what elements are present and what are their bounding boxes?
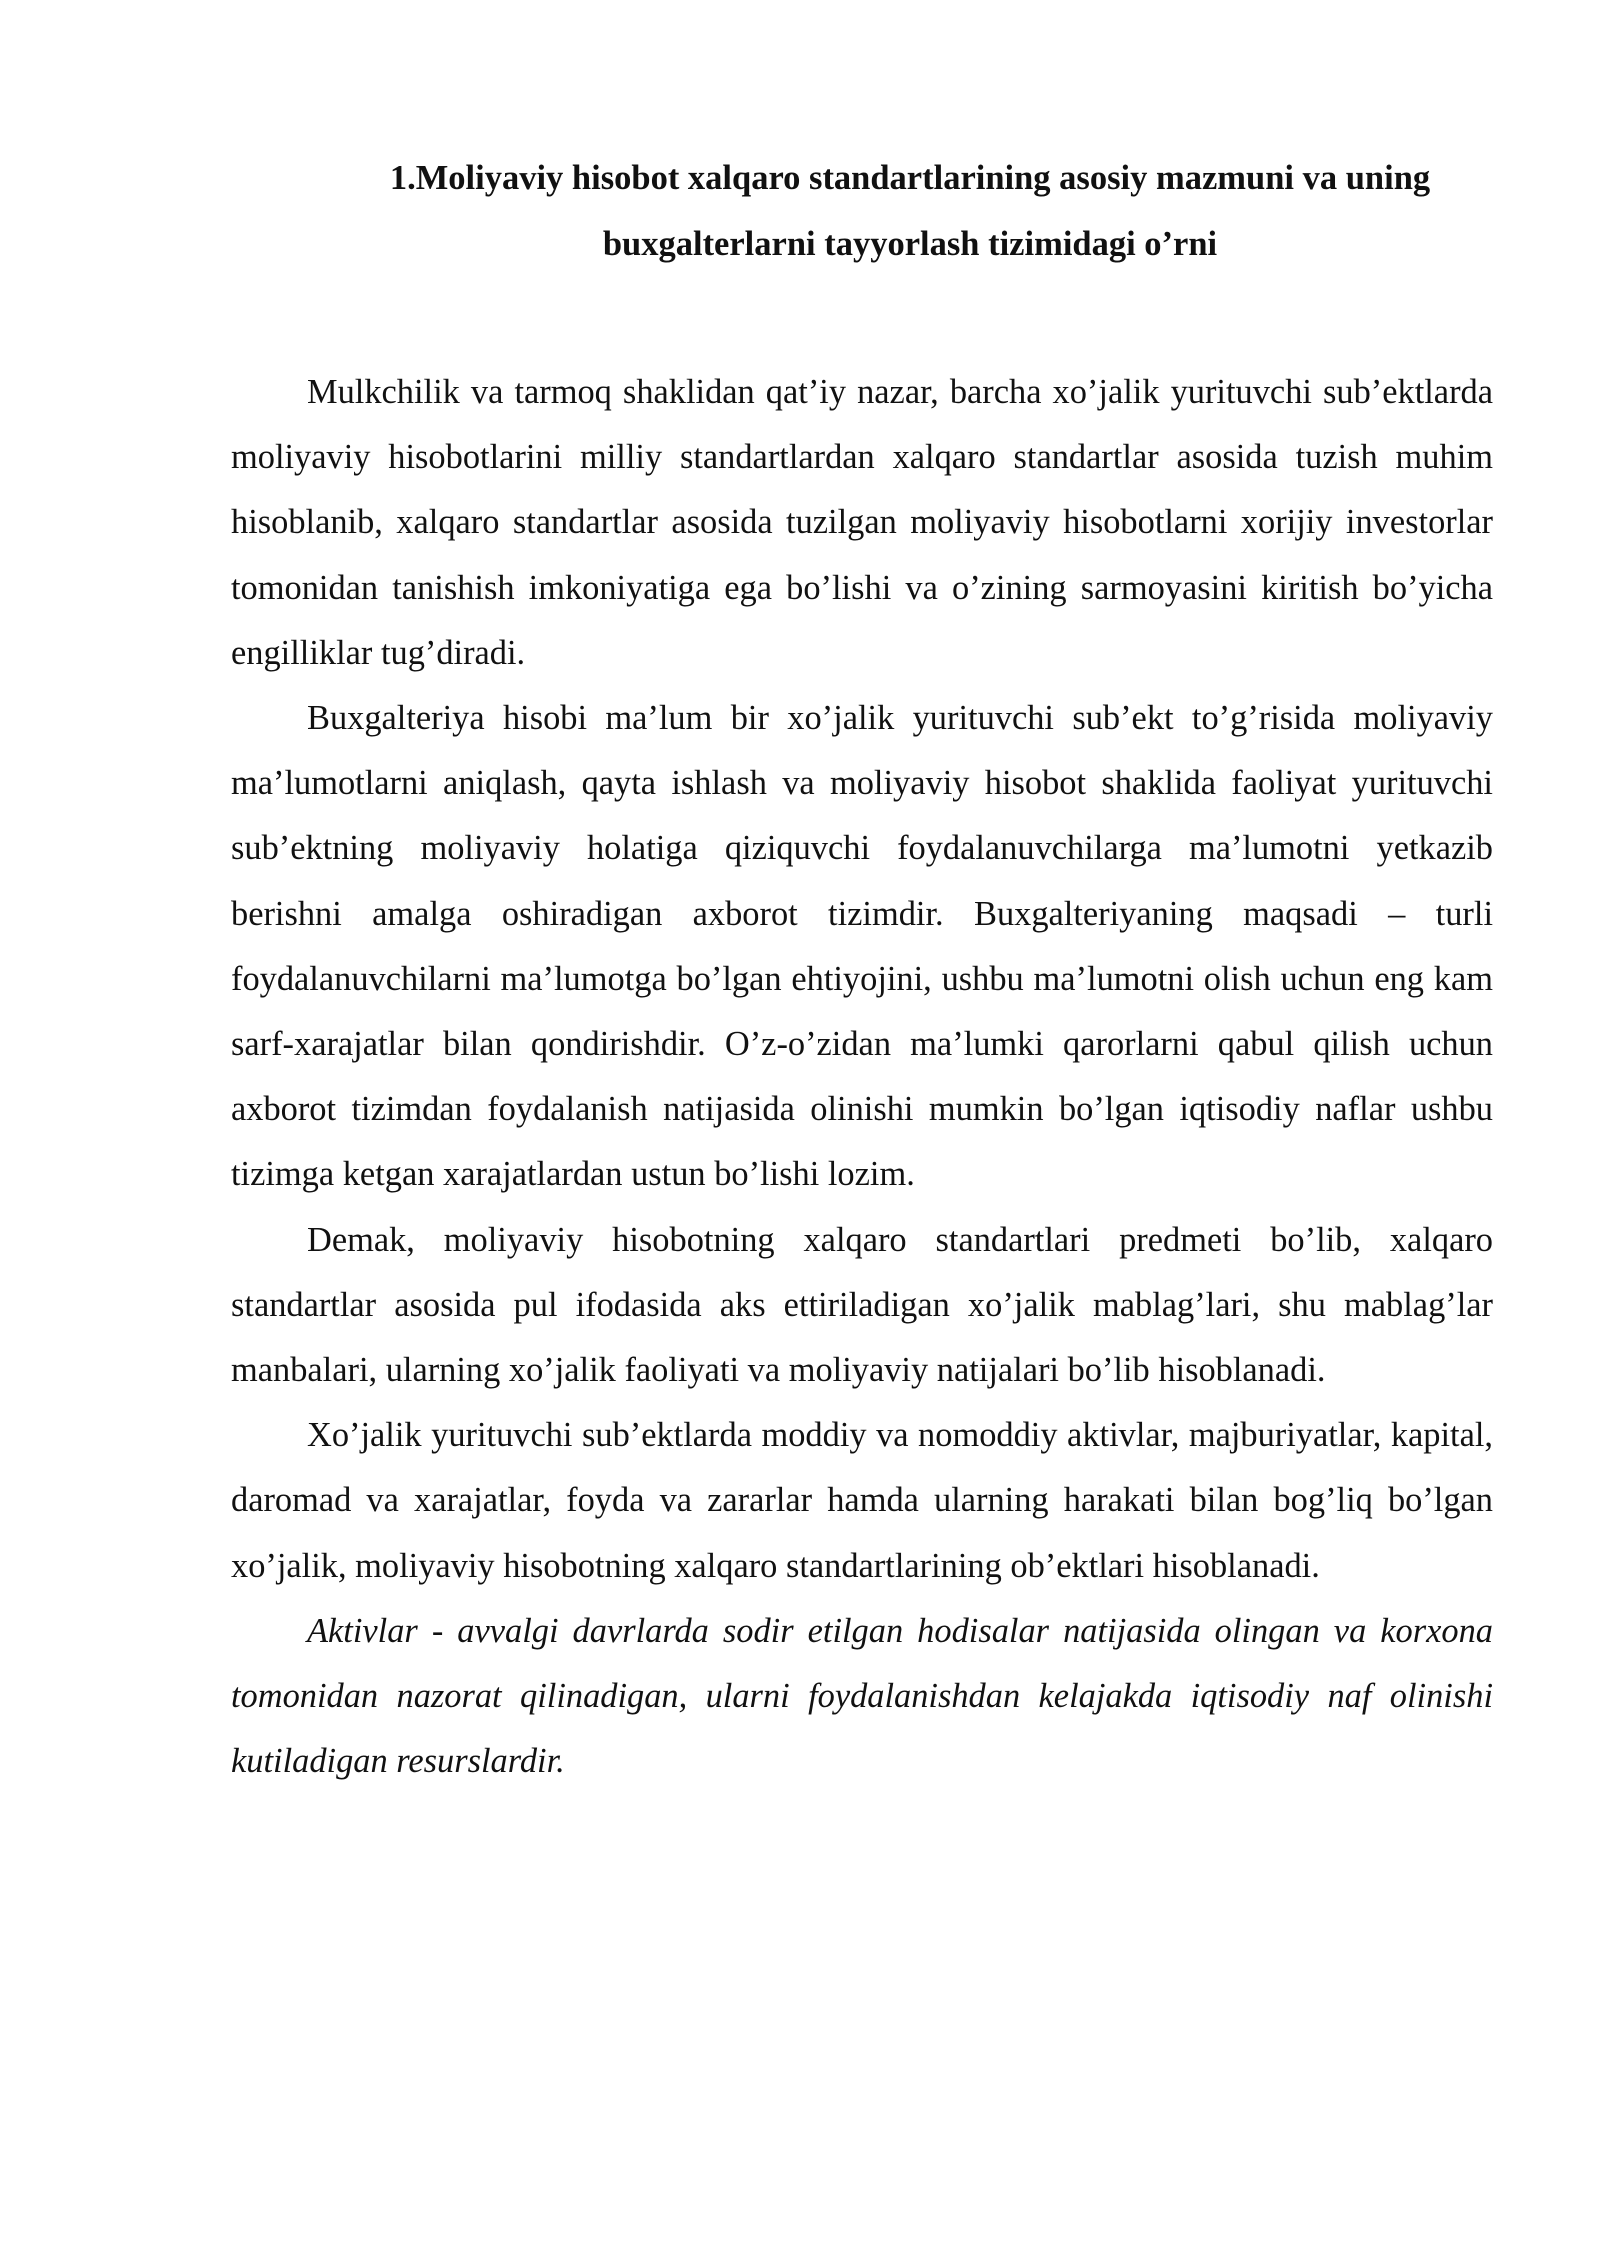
title-line-1: 1.Moliyaviy hisobot xalqaro standartlarining asosiy mazmuni va uning (389, 159, 1431, 197)
title-line-2: buxgalterlarni tayyorlash tizimidagi o’rni (602, 225, 1218, 263)
document-body (231, 360, 1493, 1794)
paragraph-2: Buxgalteriya hisobi ma’lum bir xo’jalik yurituvchi sub’ekt to’g’risida moliyaviy ma’lumotlarni aniqlash, qayta ishlash va moliyaviy hisobot shaklida faoliyat yurituvchi sub’ektning moliyaviy holatiga qiziquvchi foydalanuvchilarga ma’lumotni yetkazib berishni amalga oshiradigan axborot tizimdir. Buxgalteriyaning maqsadi – turli foydalanuvchilarni ma’lumotga bo’lgan ehtiyojini, ushbu ma’lumotni olish uchun eng kam sarf-xarajatlar bilan qondirishdir. O’z-o’zidan ma’lumki qarorlarni qabul qilish uchun axborot tizimdan foydalanish natijasida olinishi mumkin bo’lgan iqtisodiy naflar ushbu tizimga ketgan xarajatlardan ustun bo’lishi lozim. (231, 699, 1493, 1194)
page-title (231, 145, 1493, 277)
paragraph-4: Xo’jalik yurituvchi sub’ektlarda moddiy va nomoddiy aktivlar, majburiyatlar, kapital, daromad va xarajatlar, foyda va zararlar hamda ularning harakati bilan bog’liq bo’lgan xo’jalik, moliyaviy hisobotning xalqaro standartlarining ob’ektlari hisoblanadi. (231, 1416, 1493, 1585)
paragraph-1: Mulkchilik va tarmoq shaklidan qat’iy nazar, barcha xo’jalik yurituvchi sub’ektlarda moliyaviy hisobotlarini milliy standartlardan xalqaro standartlar asosida tuzish muhim hisoblanib, xalqaro standartlar asosida tuzilgan moliyaviy hisobotlarni xorijiy investorlar tomonidan tanishish imkoniyatiga ega bo’lishi va o’zining sarmoyasini kiritish bo’yicha engilliklar tug’diradi. (231, 373, 1493, 672)
document-content (231, 145, 1493, 1794)
paragraph-3: Demak, moliyaviy hisobotning xalqaro standartlari predmeti bo’lib, xalqaro standartlar asosida pul ifodasida aks ettiriladigan xo’jalik mablag’lari, shu mablag’lar manbalari, ularning xo’jalik faoliyati va moliyaviy natijalari bo’lib hisoblanadi. (231, 1220, 1493, 1390)
paragraph-5-definition: Aktivlar - avvalgi davrlarda sodir etilgan hodisalar natijasida olingan va korxona tomonidan nazorat qilinadigan, ularni foydalanishdan kelajakda iqtisodiy naf olinishi kutiladigan resurslardir. (231, 1611, 1493, 1781)
